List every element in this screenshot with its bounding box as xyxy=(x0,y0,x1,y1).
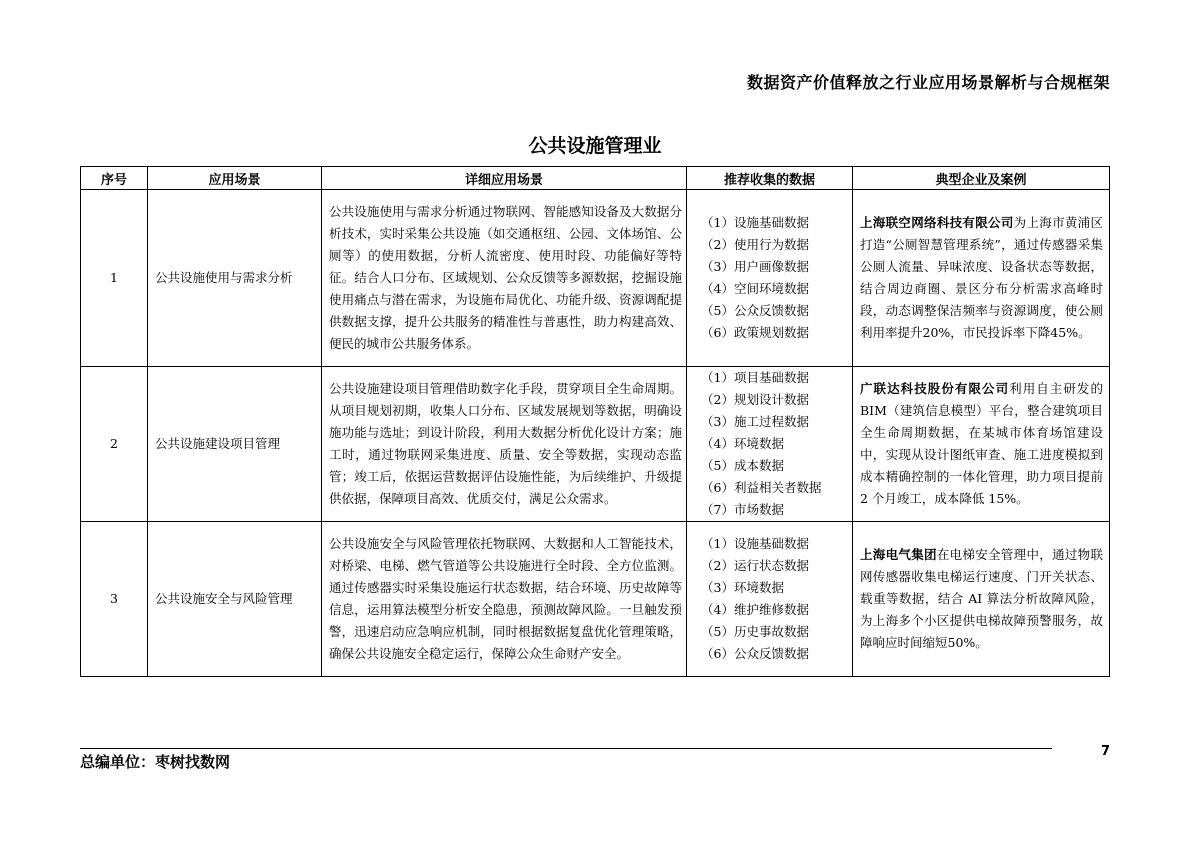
company-name: 广联达科技股份有限公司 xyxy=(860,381,1010,396)
row-data xyxy=(687,190,853,367)
company-name: 上海电气集团 xyxy=(860,547,937,562)
data-item: （6）政策规划数据 xyxy=(701,325,809,340)
row-data xyxy=(687,522,853,677)
data-item: （4）空间环境数据 xyxy=(701,281,809,296)
row-data xyxy=(687,367,853,522)
table-row xyxy=(81,522,1110,677)
footer-publisher: 总编单位：枣树找数网 xyxy=(80,753,231,771)
header-title: 数据资产价值释放之行业应用场景解析与合规框架 xyxy=(746,73,1110,92)
data-item: （3）施工过程数据 xyxy=(701,414,809,429)
row-case xyxy=(853,522,1110,677)
header-scene: 应用场景 xyxy=(148,167,322,190)
data-item: （4）环境数据 xyxy=(701,436,784,451)
header-case: 典型企业及案例 xyxy=(853,167,1110,190)
table-row xyxy=(81,367,1110,522)
row-index: 3 xyxy=(81,522,148,677)
data-item: （1）设施基础数据 xyxy=(701,536,809,551)
data-item: （1）项目基础数据 xyxy=(701,370,809,385)
footer-divider xyxy=(80,748,1052,749)
row-index: 2 xyxy=(81,367,148,522)
row-case xyxy=(853,367,1110,522)
data-item: （6）利益相关者数据 xyxy=(701,480,822,495)
header-index: 序号 xyxy=(81,167,148,190)
page-number: 7 xyxy=(1101,744,1111,759)
row-detail: 公共设施建设项目管理借助数字化手段，贯穿项目全生命周期。从项目规划初期，收集人口分布、区域发展规划等数据，明确设施功能与选址；到设计阶段，利用大数据分析优化设计方案；施工时，通过物联网采集进度、质量、安全等数据，实现动态监管；竣工后，依据运营数据评估设施性能，为后续维护、升级提供依据，保障项目高效、优质交付，满足公众需求。 xyxy=(322,367,687,522)
data-item: （5）成本数据 xyxy=(701,458,784,473)
data-item: （2）运行状态数据 xyxy=(701,558,809,573)
data-item: （5）公众反馈数据 xyxy=(701,303,809,318)
header-detail: 详细应用场景 xyxy=(322,167,687,190)
row-detail: 公共设施安全与风险管理依托物联网、大数据和人工智能技术，对桥梁、电梯、燃气管道等公共设施进行全时段、全方位监测。通过传感器实时采集设施运行状态数据，结合环境、历史故障等信息，运用算法模型分析安全隐患，预测故障风险。一旦触发预警，迅速启动应急响应机制，同时根据数据复盘优化管理策略，确保公共设施安全稳定运行，保障公众生命财产安全。 xyxy=(322,522,687,677)
industry-table xyxy=(80,166,1110,677)
section-title: 公共设施管理业 xyxy=(528,135,662,157)
data-item: （6）公众反馈数据 xyxy=(701,646,809,661)
data-item: （7）市场数据 xyxy=(701,502,784,517)
row-index: 1 xyxy=(81,190,148,367)
table-header-row xyxy=(81,167,1110,190)
case-text: 利用自主研发的 BIM（建筑信息模型）平台，整合建筑项目全生命周期数据，在某城市体育场馆建设中，实现从设计图纸审查、施工进度模拟到成本精确控制的一体化管理，助力项目提前 2 个月竣工，成本降低 15%。 xyxy=(860,381,1103,506)
data-item: （5）历史事故数据 xyxy=(701,624,809,639)
data-item: （2）使用行为数据 xyxy=(701,237,809,252)
table-row xyxy=(81,190,1110,367)
data-item: （4）维护维修数据 xyxy=(701,602,809,617)
data-item: （1）设施基础数据 xyxy=(701,215,809,230)
data-item: （2）规划设计数据 xyxy=(701,392,809,407)
row-case xyxy=(853,190,1110,367)
data-item: （3）环境数据 xyxy=(701,580,784,595)
row-detail: 公共设施使用与需求分析通过物联网、智能感知设备及大数据分析技术，实时采集公共设施（如交通枢纽、公园、文体场馆、公厕等）的使用数据，分析人流密度、使用时段、功能偏好等特征。结合人口分布、区域规划、公众反馈等多源数据，挖掘设施使用痛点与潜在需求，为设施布局优化、功能升级、资源调配提供数据支撑，提升公共服务的精准性与普惠性，助力构建高效、便民的城市公共服务体系。 xyxy=(322,190,687,367)
data-item: （3）用户画像数据 xyxy=(701,259,809,274)
company-name: 上海联空网络科技有限公司 xyxy=(860,215,1014,230)
row-scene: 公共设施使用与需求分析 xyxy=(148,190,322,367)
case-text: 在电梯安全管理中，通过物联网传感器收集电梯运行速度、门开关状态、载重等数据，结合 AI 算法分析故障风险，为上海多个小区提供电梯故障预警服务，故障响应时间缩短50%。 xyxy=(860,547,1103,650)
header-data: 推荐收集的数据 xyxy=(687,167,853,190)
row-scene: 公共设施建设项目管理 xyxy=(148,367,322,522)
case-text: 为上海市黄浦区打造“公厕智慧管理系统”，通过传感器采集公厕人流量、异味浓度、设备状态等数据，结合周边商圈、景区分布分析需求高峰时段，动态调整保洁频率与资源调度，使公厕利用率提升20%，市民投诉率下降45%。 xyxy=(860,215,1103,340)
row-scene: 公共设施安全与风险管理 xyxy=(148,522,322,677)
